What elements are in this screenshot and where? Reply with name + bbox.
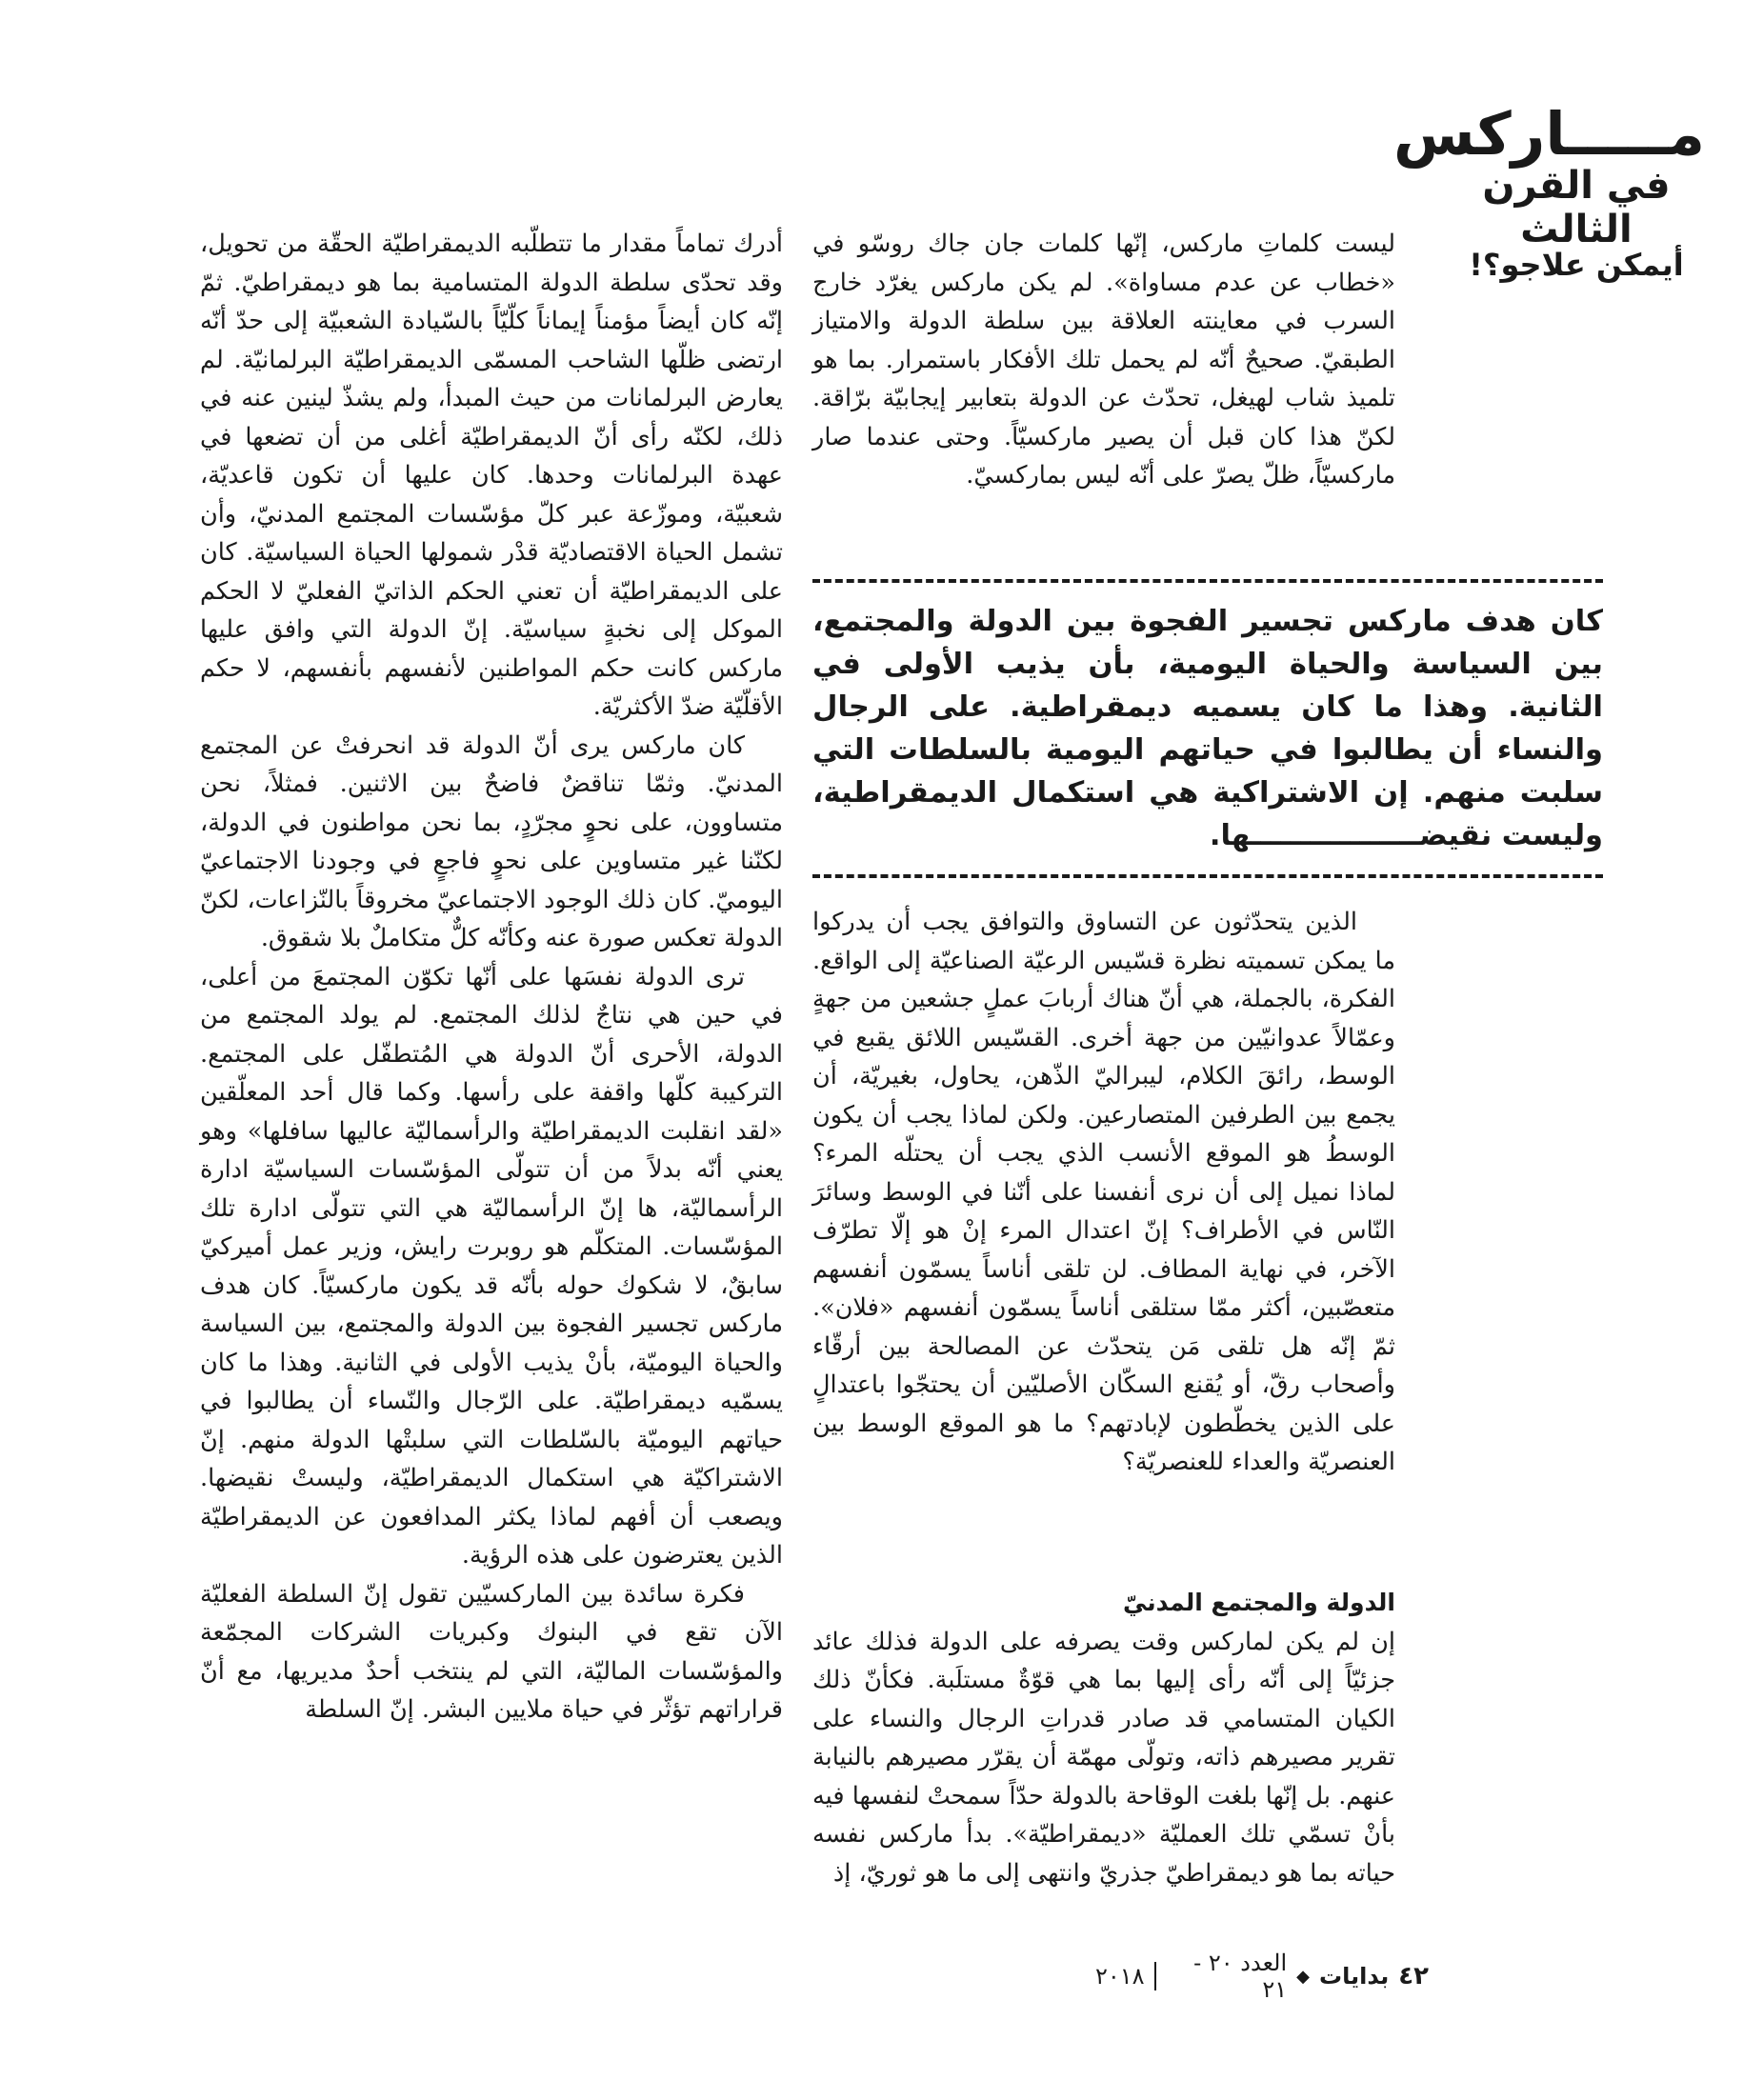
logo-line-1: مـــــاركس (1392, 99, 1705, 169)
logo-line-3: أيمكن علاجو؟! (1469, 247, 1684, 283)
section-heading: الدولة والمجتمع المدنيّ (1122, 1589, 1395, 1616)
section-logo (1392, 99, 1705, 283)
left-column (200, 225, 783, 1730)
page-number: ٤٢ (1398, 1962, 1429, 1990)
paragraph: أدرك تماماً مقدار ما تتطلّبه الديمقراطيّة الحقّة من تحويل، وقد تحدّى سلطة الدولة المتسامية بما هو ديمقراطيّ. ثمّ إنّه كان أيضاً مؤمناً إيماناً كلّيّاً بالسّيادة الشعبيّة إلى حدّ أنّه ارتضى ظلّها الشاحب المسمّى الديمقراطيّة البرلمانيّة. لم يعارض البرلمانات من حيث المبدأ، ولم يشذّ لينين عنه في ذلك، لكنّه رأى أنّ الديمقراطيّة أغلى من أن تضعها في عهدة البرلمانات وحدها. كان عليها أن تكون قاعديّة، شعبيّة، وموزّعة عبر كلّ مؤسّسات المجتمع المدنيّ، وأن تشمل الحياة الاقتصاديّة قدْر شمولها الحياة السياسيّة. كان على الديمقراطيّة أن تعني الحكم الذاتيّ الفعليّ لا الحكم الموكل إلى نخبةٍ سياسيّة. إنّ الدولة التي وافق عليها ماركس كانت حكم المواطنين لأنفسهم بأنفسهم، لا حكم الأقلّيّة ضدّ الأكثريّة. (200, 230, 783, 721)
right-column-middle (812, 903, 1395, 1482)
magazine-name: بدايات (1319, 1963, 1390, 1990)
issue-year: ٢٠١٨ (1095, 1963, 1145, 1990)
page-footer (1095, 1950, 1429, 2003)
right-column-top (812, 225, 1395, 495)
right-column-section (812, 1584, 1395, 1892)
issue-number: العدد ٢٠ - ٢١ (1193, 1950, 1288, 2003)
pull-quote-bottom-rule (812, 874, 1603, 878)
paragraph: الذين يتحدّثون عن التساوق والتوافق يجب أن يدركوا ما يمكن تسميته نظرة قسّيس الرعيّة الصناعيّة إلى الواقع. الفكرة، بالجملة، هي أنّ هناك أربابَ عملٍ جشعين من جهةٍ وعمّالاً عدوانيّين من جهة أخرى. القسّيس اللائق يقبع في الوسط، رائقَ الكلام، ليبراليّ الذّهن، يحاول، بغيريّة، أن يجمع بين الطرفين المتصارعين. ولكن لماذا يجب أن يكون الوسطُ هو الموقع الأنسب الذي يجب أن يحتلّه المرء؟ لماذا نميل إلى أن نرى أنفسنا على أنّنا في الوسط وسائرَ النّاس في الأطراف؟ إنّ اعتدال المرء إنْ هو إلّا تطرّف الآخر، في نهاية المطاف. لن تلقى أناساً يسمّون أنفسهم متعصّبين، أكثر ممّا ستلقى أناساً يسمّون أنفسهم «فلان». ثمّ إنّه هل تلقى مَن يتحدّث عن المصالحة بين أرقّاء وأصحاب رقّ، أو يُقنع السكّان الأصليّين أن يحتجّوا باعتدالٍ على الذين يخطّطون لإبادتهم؟ ما هو الموقع الوسط بين العنصريّة والعداء للعنصريّة؟ (812, 908, 1395, 1476)
diamond-icon: ◆ (1296, 1966, 1310, 1987)
paragraph: إن لم يكن لماركس وقت يصرفه على الدولة فذلك عائد جزئيّاً إلى أنّه رأى إليها بما هي قوّةٌ مستلَبة. فكأنّ ذلك الكيان المتسامي قد صادر قدراتِ الرجال والنساء على تقرير مصيرهم ذاته، وتولّى مهمّة أن يقرّر مصيرهم بالنيابة عنهم. بل إنّها بلغت الوقاحة بالدولة حدّاً سمحتْ لنفسها فيه بأنْ تسمّي تلك العمليّة «ديمقراطيّة». بدأ ماركس نفسه حياته بما هو ديمقراطيّ جذريّ وانتهى إلى ما هو ثوريّ، إذ (812, 1627, 1395, 1888)
logo-line-2: في القرن الثالث (1482, 164, 1671, 251)
paragraph: ترى الدولة نفسَها على أنّها تكوّن المجتمعَ من أعلى، في حين هي نتاجٌ لذلك المجتمع. لم يولد المجتمع من الدولة، الأحرى أنّ الدولة هي المُتطفّل على المجتمع. التركيبة كلّها واقفة على رأسها. وكما قال أحد المعلّقين «لقد انقلبت الديمقراطيّة والرأسماليّة عاليها سافلها» وهو يعني أنّه بدلاً من أن تتولّى المؤسّسات السياسيّة ادارة الرأسماليّة، ها إنّ الرأسماليّة هي التي تتولّى ادارة تلك المؤسّسات. المتكلّم هو روبرت رايش، وزير عمل أميركيّ سابقٌ، لا شكوك حوله بأنّه قد يكون ماركسيّاً. كان هدف ماركس تجسير الفجوة بين الدولة والمجتمع، بين السياسة والحياة اليوميّة، بأنْ يذيب الأولى في الثانية. وهذا ما كان يسمّيه ديمقراطيّة. على الرّجال والنّساء أن يطالبوا في حياتهم اليوميّة بالسّلطات التي سلبتْها الدولة منهم. إنّ الاشتراكيّة هي استكمال الديمقراطيّة، وليستْ نقيضها. ويصعب أن أفهم لماذا يكثر المدافعون عن الديمقراطيّة الذين يعترضون على هذه الرؤية. (200, 962, 783, 1570)
footer-divider (1154, 1962, 1156, 1990)
paragraph: كان ماركس يرى أنّ الدولة قد انحرفتْ عن المجتمع المدنيّ. وثمّا تناقضٌ فاضحٌ بين الاثنين. فمثلاً، نحن متساوون، على نحوٍ مجرّدٍ، بما نحن مواطنون في الدولة، لكنّنا غير متساوين على نحوٍ فاجعٍ في وجودنا الاجتماعيّ اليوميّ. كان ذلك الوجود الاجتماعيّ مخروقاً بالنّزاعات، لكنّ الدولة تعكس صورة عنه وكأنّه كلٌّ متكاملٌ بلا شقوق. (200, 730, 783, 952)
pull-quote-text: كان هدف ماركس تجسير الفجوة بين الدولة والمجتمع، بين السياسة والحياة اليومية، بأن يذيب الأولى في الثانية. وهذا ما كان يسميه ديمقراطية. على الرجال والنساء أن يطالبوا في حياتهم اليومية بالسلطات التي سلبت منهم. إن الاشتراكية هي استكمال الديمقراطية، وليست نقيضـــــــــــــــــها. (812, 605, 1603, 852)
paragraph: فكرة سائدة بين الماركسيّين تقول إنّ السلطة الفعليّة الآن تقع في البنوك وكبريات الشركات المجمّعة والمؤسّسات الماليّة، التي لم ينتخب أحدٌ مديريها، مع أنّ قراراتهم تؤثّر في حياة ملايين البشر. إنّ السلطة (200, 1579, 783, 1724)
pull-quote (812, 579, 1603, 878)
paragraph: ليست كلماتِ ماركس، إنّها كلمات جان جاك روسّو في «خطاب عن عدم مساواة». لم يكن ماركس يغرّد خارج السرب في معاينته العلاقة بين سلطة الدولة والامتياز الطبقيّ. صحيحٌ أنّه لم يحمل تلك الأفكار باستمرار. بما هو تلميذ شاب لهيغل، تحدّث عن الدولة بتعابير إيجابيّة برّاقة. لكنّ هذا كان قبل أن يصير ماركسيّاً. وحتى عندما صار ماركسيّاً، ظلّ يصرّ على أنّه ليس بماركسيّ. (812, 230, 1395, 490)
